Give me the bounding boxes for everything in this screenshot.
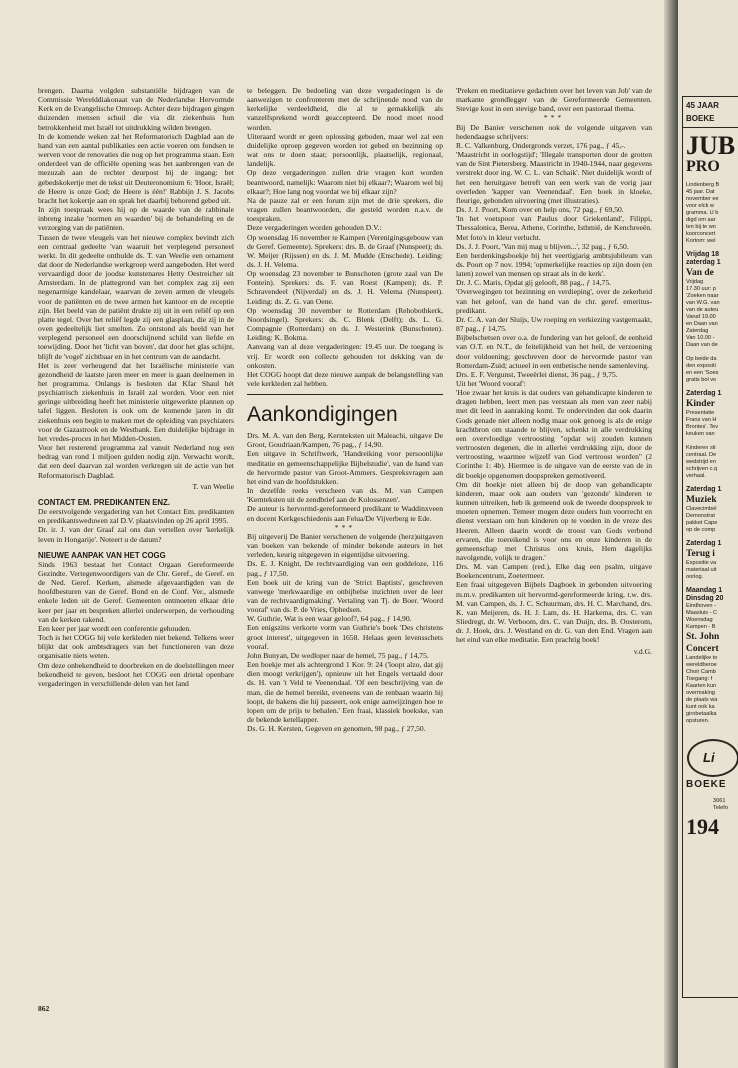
ad-event-date: Zaterdag 1 <box>686 390 722 397</box>
ad-line: Brontes'. Tev <box>686 424 719 430</box>
advertisement <box>682 96 738 998</box>
ad-line: digd om aar <box>686 217 716 223</box>
ad-event-title: Kinder <box>686 399 716 409</box>
ad-line: en Daan van <box>686 321 718 327</box>
ad-line: schrijven c.q <box>686 466 718 472</box>
paragraph: Ds. J. J. Poort, Kom over en help ons, 72 pag., ƒ 69,50. <box>456 205 624 215</box>
col3-intro <box>456 86 652 113</box>
ad-line: overmaking <box>686 690 715 696</box>
paragraph: Een keer per jaar wordt een conferentie gehouden. <box>38 623 192 633</box>
announcements-part-2 <box>247 532 443 733</box>
ad-line: 17.30 uur: p <box>686 286 716 292</box>
ad-title: JUB <box>686 131 736 160</box>
author-signature: T. van Weelie <box>192 481 234 491</box>
ad-line: opsturen. <box>686 718 710 724</box>
ad-line: centraal. De <box>686 452 717 458</box>
ad-line: wedstrijd en <box>686 459 716 465</box>
adjacent-page <box>678 0 738 1068</box>
ad-intro-lines <box>683 182 738 245</box>
ad-line: Kaarten kun <box>686 683 717 689</box>
ad-line: voor elck w <box>686 203 714 209</box>
ad-line: kunt ook ka <box>686 704 715 710</box>
section-separator: *** <box>543 113 565 123</box>
paragraph: Een fraai uitgegeven Bijbels Dagboek in gebonden uitvoering m.m.v. predikanten uit hervormd-gereformeerde kring, t.w. drs. M. van Campen, ds. J. C. Schuurman, drs. H. C. Marchand, drs. K. van Meijeren, ds. H. J. Lam, ds. H. Harkema, drs. C. van Sliedregt, dr. W. Verboom, drs. C. van Duijn, drs. B. Oosterom, dr. J. Hoek, drs. J. Westland en dr. G. van den End. Vragen aan het eind van elke meditatie. Een prachtig boek! <box>456 580 652 645</box>
ad-line: van W.G. van <box>686 300 720 306</box>
contact-section <box>38 507 234 544</box>
paragraph: Dr. ir. J. van der Graaf zal ons dan vertellen over 'kerkelijk leven in Hongarije'. Noteert u de datum? <box>38 525 234 544</box>
ad-line: en een 'Soes <box>686 370 719 376</box>
paragraph: Ds. G. H. Kersten, Gegeven en genomen, 98 pag., ƒ 27,50. <box>247 724 426 734</box>
ad-line: de plaats wa <box>686 697 718 703</box>
ad-event <box>683 644 738 725</box>
ad-line: oorlog. <box>686 574 704 580</box>
ad-anniversary-year: 194 <box>686 814 719 839</box>
paragraph: Een enigszins verkorte vorm van Guthrie's boek 'Des christens groot interest', uitgegeven in 1658. Helaas geen levensschets vooraf. <box>247 623 443 651</box>
section-title-contact: CONTACT EM. PREDIKANTEN ENZ. <box>38 497 170 507</box>
ad-line: koorconcert <box>686 231 716 237</box>
paragraph: Deze vergaderingen worden gehouden D.V.: <box>247 223 382 233</box>
ad-line: Zaterdag <box>686 328 709 334</box>
paragraph: In zijn toespraak wees hij op de waarde van de rabbinale inbreng inzake 'normen en waarden' bij de behandeling en de verzorging van de patiënten. <box>38 205 234 233</box>
paragraph: Sinds 1963 bestaat het Contact Orgaan Gereformeerde Gezindte. Vertegenwoordigers van de Chr. Geref., de Geref. en de Ned. Geref. Kerken, alsmede afgevaardigden van de hoofdbesturen van de Geref. Bond en de Conf. Ver., alsmede enkele leden uit de Geref. Gemeenten ontmoeten elkaar drie keer per jaar en bespreken allerlei onderwerpen, de verhouding van de kerken rakend. <box>38 559 234 624</box>
ad-event-date: Maandag 1 <box>686 587 723 594</box>
ad-line: Van 10.00 - <box>686 335 715 341</box>
page-number: 862 <box>38 1004 50 1013</box>
ad-line: keuken van <box>686 431 715 437</box>
section-separator: *** <box>334 522 356 532</box>
ad-subtitle: PRO <box>686 158 720 175</box>
ad-line: Toegang: f <box>686 676 713 682</box>
paragraph: Bij De Banier verschenen ook de volgende uitgaven van hedendaagse schrijvers: <box>456 122 652 141</box>
paragraph: 'Hoe zwaar het kruis is dat ouders van gehandicapte kinderen te dragen hebben, leert men pas verstaan als men van zeer nabij met dit leed in aanraking komt. Te ondervinden dat ook daarin Gods genade niet alleen nodig maar ook genoeg is als de enige krachtbron om staande te blijven, schenkt in alle verdrukking een overvloedige vertroosting "opdat wij zouden kunnen vertroosten degenen, die in allerlei verdrukking zijn, door de vertroosting, waarmee wijzelf van God vertroost worden" (2 Corinthe 1: 4b). Hiermee is de uitgave van de eerste van de in dit boekje opgenomen doopspreken gemotiveerd. <box>456 388 652 480</box>
ad-event <box>683 251 738 384</box>
author-signature: v.d.G. <box>633 646 652 656</box>
ad-line: girobetaalka <box>686 711 717 717</box>
bookshop-logo: Li <box>687 739 738 777</box>
paragraph: Een boekje met als achtergrond 1 Kor. 9: 24 ('loopt alzo, dat gij dien moogt verkrijgen'), opnieuw uit het Engels vertaald door ds. H. van 't Veld te Veenendaal. 'Of een beschrijving van de man, die de hemel bereikt, eveneens van de renbaan waarin hij loopt, de bakens die hij passeert, ook enige aanwijzingen hoe te lopen om de prijs te behalen.' Een fraai, klassiek boekske, van de bekende ketellapper. <box>247 660 443 724</box>
paragraph: brengen. Daarna volgden substantiële bijdragen van de Commissie Werelddiakonaat van de Nederlandse Hervormde Kerk en de Evangelische Omroep. Achter deze bijdragen gingen duizenden mensen schuil die via dit ziekenhuis hun betrokkenheid met Israël tot uitdrukking wilden brengen. <box>38 86 234 132</box>
ad-line: gramma. U b <box>686 210 719 216</box>
paragraph: Op deze vergaderingen zullen drie vragen kort worden beantwoord, namelijk: Waarom niet bij elkaar?; Waarom wel bij elkaar?; Hoe lang nog voordat we bij elkaar zijn? <box>247 168 443 196</box>
paragraph: Uiteraard wordt er geen oplossing geboden, maar wel zal een duidelijke oproep gegeven worden tot gebed en bezinning op wat ons te doen staat; persoonlijk, plaatselijk, regionaal, landelijk. <box>247 131 443 169</box>
ad-event-date: Vrijdag 18 <box>686 251 720 258</box>
paragraph: Uit het 'Woord vooraf': <box>456 379 526 388</box>
paragraph: Op woensdag 16 november te Kampen (Verenigingsgebouw van de Geref. Gemeente). Sprekers: drs. B. de Graaf (Nunspeet); ds. W. Meijer (Rijssen) en ds. J. M. Mudde (Enschede). Leiding: ds. J. H. Velema. <box>247 232 443 269</box>
ad-line <box>686 349 738 356</box>
ad-event <box>683 390 738 480</box>
paragraph: R. C. Valkenburg, Ondergronds verzet, 176 pag., ƒ 45,-. <box>456 140 626 150</box>
ad-address: 3061 <box>713 798 726 804</box>
paragraph: De eerstvolgende vergadering van het Contact Em. predikanten en predikantsweduwen zal D.V. plaatsvinden op 26 april 1995. <box>38 507 234 526</box>
paragraph: Drs. M. van Campen (red.), Elke dag een psalm, uitgave Boekencentrum, Zoetermeer. <box>456 562 652 581</box>
col1-article <box>38 86 234 480</box>
paragraph: De auteur is hervormd-gereformeerd predikant te Waddinxveen en docent Kerkgeschiedenis aan Felua/De Vijverberg te Ede. <box>247 504 443 523</box>
column-1 <box>38 86 234 1006</box>
ad-rule <box>683 127 738 128</box>
paragraph: 'Maastricht in oorlogstijd'; 'Illegale transporten door de grotten van de Sint Pietersberg. Maastricht in 1940-1944, naar gegevens verstrekt door ing. W. C. L. van Schaik'. Niet duidelijk wordt of het een heruitgave betreft van een werk van de vorig jaar overleden 'kapper van Veenendaal'. Een boek in kloeke, fleurige, gebonden uitvoering (met illustraties). <box>456 150 652 205</box>
ad-line: Landelijke to <box>686 655 718 661</box>
ad-line: ten bij te wo <box>686 224 716 230</box>
ad-line: Vanaf 19.00 <box>686 314 716 320</box>
ad-line: Kinderen sti <box>686 445 716 451</box>
paragraph: Om deze onbekendheid te doorbreken en de doelstellingen meer bekendheid te geven, besloot het COGG een drietal openbare vergaderingen in verschillende delen van het land <box>38 660 234 688</box>
ad-event <box>683 540 738 581</box>
paragraph: 'Overwegingen tot bezinning en verdieping', over de zekerheid van het geloof, van de hand van de chr. geref. emeritus-predikant. <box>456 287 652 315</box>
paragraph: Voor het resterend programma zal vanuit Nederland nog een bedrag van rond 1 miljoen gulden nodig zijn. Verwacht wordt, dat een deel daarvan zal worden verkregen uit de actie van het Reformatorisch Dagblad. <box>38 443 234 480</box>
ad-event-title: Concert <box>686 644 719 654</box>
paragraph: Het is zeer verheugend dat het Israëlische ministerie van gezondheid de laatste jaren meer en meer is gaan deelnemen in het programma. Onlangs is besloten dat Kfar Shaul hét psychiatrisch ziekenhuis in Israël zal worden. Voor een niet geringe uitbreiding heeft het ministerie uitgewerkte plannen op tafel liggen. Besloten is ook om de komende jaren in dit ziekenhuis een begin te maken met de opleiding van psychiaters voor de Gazastrook en de Westbank. Een duidelijke bijdrage in het vredes-proces in het Midden-Oosten. <box>38 360 234 443</box>
ad-line: Kampen - B <box>686 624 716 630</box>
ad-line: gratis bol vo <box>686 377 717 383</box>
cogg-continued <box>247 86 443 388</box>
announcements-heading: Aankondigingen <box>247 394 443 427</box>
paragraph: Tussen de twee vleugels van het nieuwe complex bevindt zich een centraal gedeelte 'van waaruit het verplegend personeel werkt. In dit gedeelte onthulde ds. T. van Weelie een ornament dat door de Nederlandse werkgroep werd aangeboden. Het werd vervaardigd door de joodse kunstenares Hetty Oestreicher uit Amsterdam. In de plattegrond van het complex zag zij een negenarmige kandelaar, waarvan de zeven armen de vleugels voor de patiënten en de twee armen het kantoor en de receptie zijn. Het beeld van de patiënt drukte zij uit in een reliëf op een platte tegel. Over het reliëf legde zij een glasplaat, die zij in de oven gedeeltelijk liet smelten. Zo ontstond als beeld van het verplegend personeel een doorschijnend schild van liefde en toewijding. Door het 'licht van boven', dat door het glas schijnt, blijft de 'vogel' zichtbaar en in het centrum van de aandacht. <box>38 232 234 361</box>
paragraph: 'Preken en meditatieve gedachten over het leven van Job' van de markante grondlegger van de Gereformeerde Gemeenten. Stevige kost in een stevige band, over een pastoraal thema. <box>456 86 652 114</box>
paragraph: Om dit boekje niet alleen bij de doop van gehandicapte kinderen, maar ook aan ouders van 'gezonde' kinderen te kunnen uitreiken, heb ik gemeend ook de tweede doopspreek te moeten opnemen. Temeer mogen deze ouders hun voorrecht en dienst verstaan om hun kinderen op te voeden in de vreze des Heeren. Alleen daarin wordt de troost van Gods verbond ervaren, die toereikend is voor ons en onze kinderen in de gemeenschap met Christus ons kruis, Hem dagelijks navolgende, volijk te dragen.' <box>456 479 652 562</box>
paragraph: Dr. J. C. Maris, Opdat gij gelooft, 88 pag., ƒ 14,75. <box>456 278 612 288</box>
ad-event <box>683 587 738 631</box>
column-2 <box>247 86 443 986</box>
ad-event-date: Zaterdag 1 <box>686 540 722 547</box>
paragraph: te beleggen. De bedoeling van deze vergaderingen is de aanwezigen te confronteren met de schrijnende nood van de kerkelijke verdeeldheid, die al te gemakkelijk als vanzelfsprekend wordt geaccepteerd. De nood moet nood worden. <box>247 86 443 132</box>
paragraph: In dezelfde reeks verscheen van ds. M. van Campen 'Kernteksten uit de zendbrief aan de Kolossenzen'. <box>247 486 443 505</box>
ad-line: Lindenberg B <box>686 182 720 188</box>
ad-line: Kortom: wel <box>686 238 716 244</box>
ad-line <box>686 438 738 445</box>
ad-event-date: Zaterdag 1 <box>686 486 722 493</box>
ad-line: op de comp <box>686 527 716 533</box>
column-3 <box>456 86 652 986</box>
ad-event-date: zaterdag 1 <box>686 259 721 266</box>
ad-line: Daan van de <box>686 342 718 348</box>
ad-line: materiaal uit <box>686 567 717 573</box>
paragraph: Op woensdag 23 november te Bunschoten (grote zaal van De Fontein). Sprekers: ds. F. van Roest (Kampen); ds. P. Schravendeel (Nijverdal) en ds. J. H. Velema (Nunspeet). Leiding: ds. Z. G. van Oene. <box>247 269 443 306</box>
ad-top-line-2: BOEKE <box>686 114 715 123</box>
paragraph: W. Guthrie, Wat is een waar geloof?, 64 pag., ƒ 14,90. <box>247 614 412 624</box>
ad-event-date: Dinsdag 20 <box>686 595 724 602</box>
ad-line: Presentatie <box>686 410 715 416</box>
ad-line: verhaal. <box>686 473 706 479</box>
paragraph: Drs. E. F. Vergunst, Tweeërlei dienst, 36 pag., ƒ 9,75. <box>456 369 618 379</box>
ad-line: Woensdag <box>686 617 713 623</box>
ad-line: den expositi <box>686 363 716 369</box>
ad-line: 45 jaar. Dat <box>686 189 715 195</box>
ad-event <box>683 632 738 643</box>
binding-gutter <box>664 0 678 1068</box>
ad-event-title: Muziek <box>686 495 717 505</box>
bookshop-name: BOEKE <box>686 779 727 790</box>
ad-top-line: 45 JAAR <box>686 101 719 110</box>
paragraph: Een herdenkingsboekje bij het veertigjarig ambtsjubileum van ds. Poort op 7 nov. 1994; 'opmerkelijke reacties op zijn doen (en laten) zowel van mensen op straat als in de kerk'. <box>456 250 652 279</box>
paragraph: Aanvang van al deze vergaderingen: 19.45 uur. De toegang is vrij. Er wordt een collecte gehouden tot dekking van de onkosten. <box>247 342 443 370</box>
ad-line: Maasluis - C <box>686 610 718 616</box>
ad-line: van de auteu <box>686 307 719 313</box>
paragraph: Dr. C. A. van der Sluijs, Uw roeping en verkiezing vastgemaakt, 87 pag., ƒ 14,75. <box>456 314 652 334</box>
ad-phone: Telefo <box>713 805 728 811</box>
ad-line: wereldberoe <box>686 662 717 668</box>
paragraph: Het COGG hoopt dat deze nieuwe aanpak de belangstelling van vele kerkleden zal hebben. <box>247 369 443 388</box>
ad-event-title: St. John <box>686 632 720 642</box>
paragraph: John Bunyan, De wedloper naar de hemel, 75 pag., ƒ 14,75. <box>247 650 429 660</box>
paragraph: Op woensdag 30 november te Rotterdam (Rehobothkerk, Noordsingel). Sprekers: ds. C. Blenk (Delft); ds. L. G. Compagnie (Rotterdam) en ds. J. Westerink (Bunschoten). Leiding: K. Bokma. <box>247 305 443 343</box>
ad-event <box>683 486 738 534</box>
paragraph: Ds. J. J. Poort, 'Van mij mag u blijven...', 32 pag., ƒ 6,50. <box>456 241 629 251</box>
ad-line: Op beide da <box>686 356 717 362</box>
announcements-part-1 <box>247 431 443 523</box>
section-title-cogg: NIEUWE AANPAK VAN HET COGG <box>38 550 166 560</box>
ad-line: Frans van H <box>686 417 717 423</box>
ad-line: 'Zoeken naar <box>686 293 719 299</box>
paragraph: In de komende weken zal het Reformatorisch Dagblad aan de hand van een aantal publikaties een actie voeren om fondsen te werven voor de renovaties die nog op het programma staan. Een onderdeel van de officiële opening was het aanbrengen van de mezuzah aan de rechter deurpost bij de ingang: het gebedskokertje met de tekst uit Deuteronomium 6: 'Hoor, Israël; de Heere is onze God; de Heere is één!' Rabbijn J. S. Jacobs bracht het kokertje aan en sprak het daarbij behorend gebed uit. <box>38 131 234 205</box>
paragraph: Een boek uit de kring van de 'Strict Baptists', geschreven vanwege 'merkwaardige en onbijbelse inzichten over de leer van de rechtvaardigmaking'. Vertaling van Tj. de Boer. 'Woord vooraf' van ds. P. de Vries, Ophedsen. <box>247 577 443 615</box>
paragraph: Ds. E. J. Knight, De rechtvaardiging van een goddeloze, 116 pag., ƒ 17,50. <box>247 559 443 578</box>
paragraph: Drs. M. A. van den Berg, Kernteksten uit Maleachi, uitgave De Groot, Goudriaan/Kampen, 76 pag., ƒ 14,90. <box>247 431 443 450</box>
ad-event-title: Terug i <box>686 549 715 559</box>
ad-line: Eindhoven - <box>686 603 716 609</box>
ad-line: Choir Camb <box>686 669 716 675</box>
paragraph: Een uitgave in Schriftwerk, 'Handreiking voor persoonlijke meditatie en gemeenschappelijke Bijbelstudie', van de hand van de hervormde pastor van Groot-Ammers. Gespreksvragen aan het eind van de hoofdstukken. <box>247 449 443 486</box>
paragraph: 'In het voetspoor van Paulus door Griekenland', Filippi, Thessalonica, Berea, Athene, Corinthe, Isthmië, de Kenchreeën. Met foto's in kleur verlucht. <box>456 214 652 242</box>
ad-line: Demonstrat <box>686 513 715 519</box>
paragraph: Toch is het COGG bij vele kerkleden niet bekend. Telkens weer blijkt dat ook ambtsdragers van het functioneren van deze organisatie niets weten. <box>38 633 234 661</box>
cogg-section <box>38 560 234 688</box>
col3-books <box>456 123 652 645</box>
ad-line: Clavecimbel <box>686 506 717 512</box>
ad-line: Vrijdag <box>686 279 704 285</box>
ad-line: pakket Cape <box>686 520 718 526</box>
paragraph: Bij uitgeverij De Banier verschenen de volgende (herz)uitgaven van boeken van bekende of minder bekende auteurs in het verleden, keurig uitgegeven in eigentijdse uitvoering. <box>247 531 443 560</box>
ad-line: november ee <box>686 196 719 202</box>
ad-event-title: Van de <box>686 268 714 278</box>
ad-line: Expositie va <box>686 560 717 566</box>
ad-events <box>683 251 738 725</box>
paragraph: Bijbelschetsen over o.a. de fundering van het geloof, de eenheid van O.T. en N.T., de feitelijkheid van het heil, de verzoening door voldoening; geschreven door de hervormde pastor van Rotterdam-Zuid; actueel in een enthetische nende samenleving. <box>456 333 652 370</box>
paragraph: Na de pauze zal er een forum zijn met de drie sprekers, die vragen zullen beantwoorden, die gesteld worden n.a.v. de toespraken. <box>247 195 443 224</box>
